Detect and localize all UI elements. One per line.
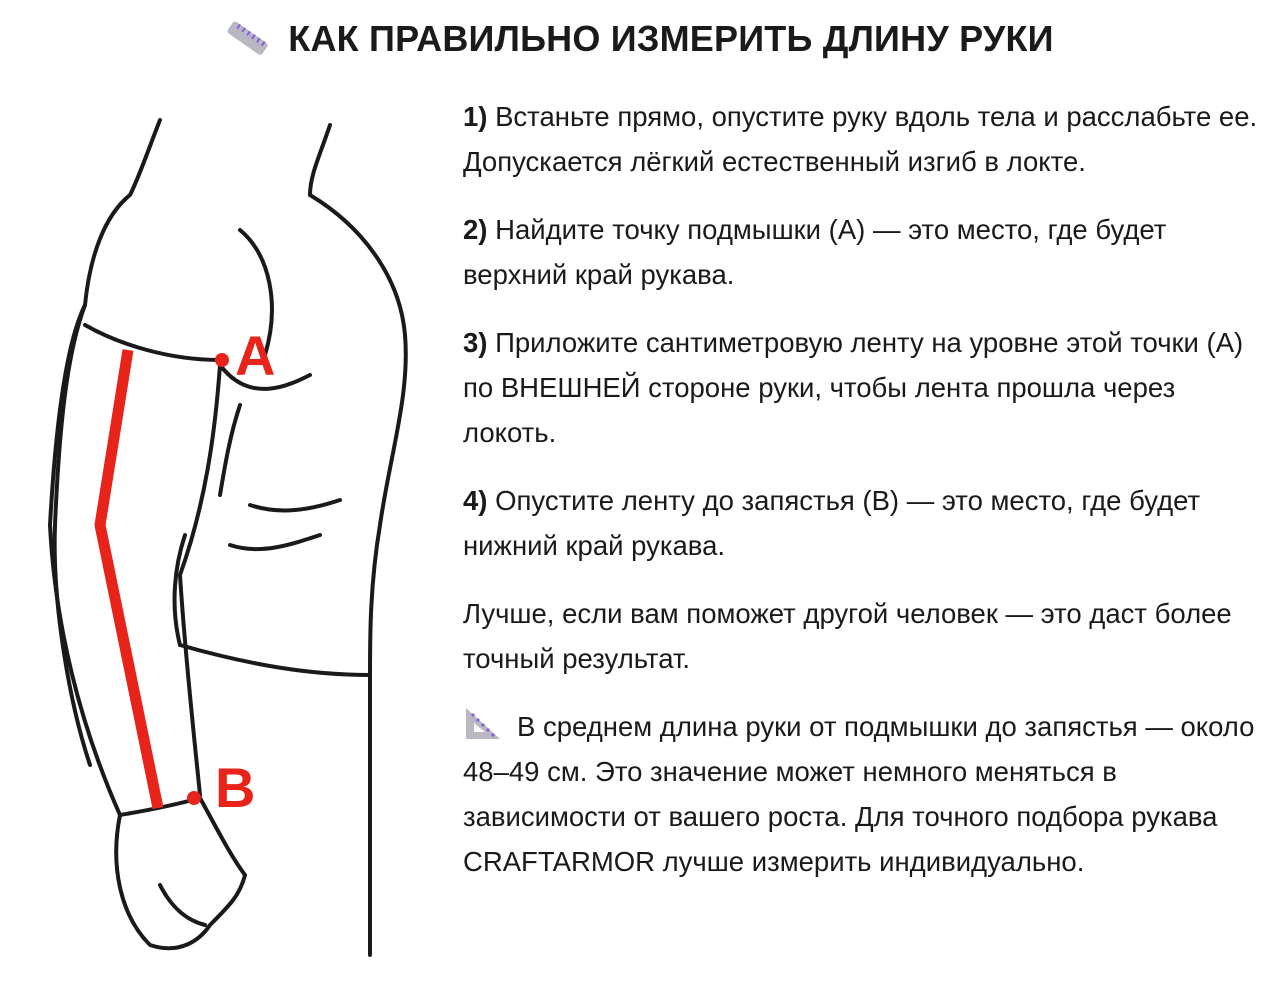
step-4: 4) Опустите ленту до запястья (В) — это место, где будет нижний край рукава.: [463, 485, 1201, 561]
measuring-tape-line: [100, 350, 158, 808]
head-outline: [85, 120, 330, 305]
point-a-label: A: [235, 324, 276, 387]
page-title: КАК ПРАВИЛЬНО ИЗМЕРИТЬ ДЛИНУ РУКИ: [288, 18, 1054, 59]
point-b-marker: [187, 791, 201, 805]
step-3: 3) Приложите сантиметровую ленту на уровне этой точки (А) по ВНЕШНЕЙ стороне руки, чтобы лента прошла через локоть.: [463, 327, 1244, 448]
point-b-label: B: [215, 756, 256, 819]
step-2: 2) Найдите точку подмышки (А) — это место, где будет верхний край рукава.: [463, 214, 1167, 290]
hand-outline: [116, 798, 245, 948]
tip-text: Лучше, если вам поможет другой человек — это даст более точный результат.: [463, 598, 1232, 674]
armband: [85, 325, 220, 360]
chest-lines: [175, 230, 340, 645]
point-a-marker: [215, 353, 229, 367]
arm-inner: [180, 365, 220, 795]
arm-measurement-illustration: [10, 105, 440, 975]
step-1: 1) Встаньте прямо, опустите руку вдоль тела и расслабьте ее. Допускается лёгкий естественный изгиб в локте.: [463, 101, 1258, 177]
triangle-ruler-icon: [463, 706, 503, 742]
instructions: [463, 94, 1263, 907]
ruler-icon: [224, 18, 270, 60]
note: В среднем длина руки от подмышки до запястья — около 48–49 см. Это значение может немного меняться в зависимости от вашего роста. Для точного подбора рукава CRAFTARMOR лучше измерить индивидуально.: [463, 704, 1263, 884]
header: [0, 18, 1278, 60]
shorts-outline: [180, 645, 370, 675]
